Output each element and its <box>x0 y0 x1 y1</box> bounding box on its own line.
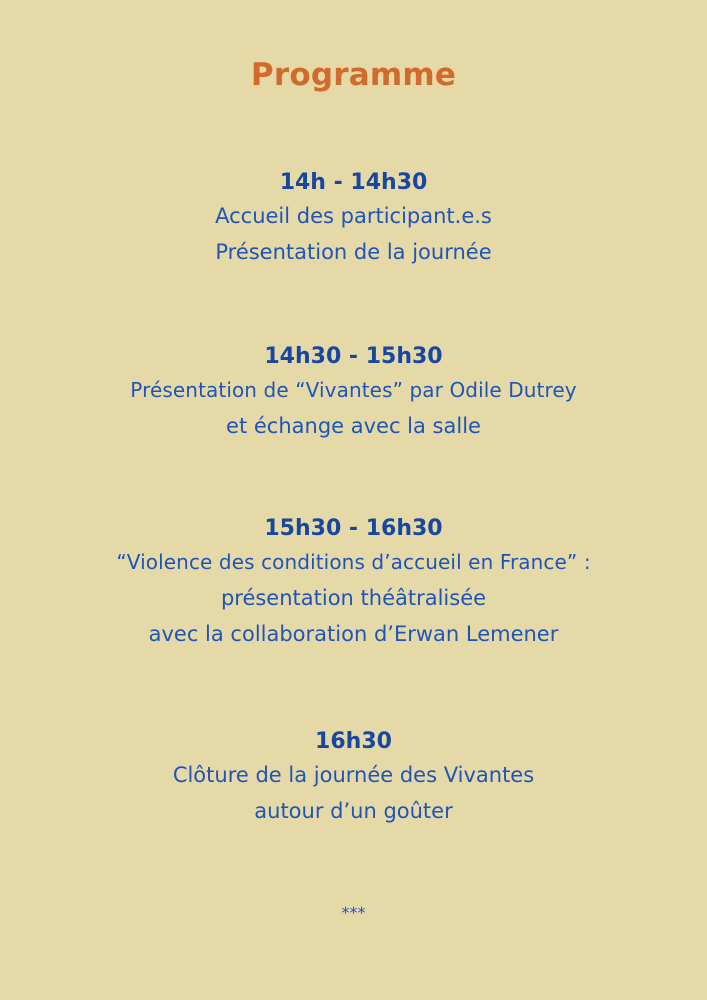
schedule-item-4 <box>0 727 707 829</box>
schedule-description-line: Clôture de la journée des Vivantes <box>172 763 535 787</box>
page-footer: *** <box>341 903 366 922</box>
schedule-item-1 <box>0 168 707 270</box>
schedule-description-line: avec la collaboration d’Erwan Lemener <box>148 622 559 646</box>
schedule-description-line: et échange avec la salle <box>226 414 481 438</box>
schedule-time: 14h - 14h30 <box>279 170 428 195</box>
schedule-item-3 <box>0 514 707 652</box>
schedule-description-line: Présentation de “Vivantes” par Odile Dutrey <box>130 378 577 402</box>
schedule-description-line: Accueil des participant.e.s <box>215 204 492 228</box>
schedule-time: 14h30 - 15h30 <box>264 344 443 369</box>
schedule-description-line: autour d’un goûter <box>254 799 453 823</box>
schedule-description-line: présentation théâtralisée <box>220 586 487 610</box>
schedule-time: 15h30 - 16h30 <box>264 516 443 541</box>
page-title: Programme <box>250 57 457 93</box>
schedule-item-2 <box>0 342 707 444</box>
schedule-description-line: Présentation de la journée <box>215 240 492 264</box>
schedule-description-line: “Violence des conditions d’accueil en France” : <box>116 550 591 574</box>
schedule-time: 16h30 <box>315 729 392 754</box>
